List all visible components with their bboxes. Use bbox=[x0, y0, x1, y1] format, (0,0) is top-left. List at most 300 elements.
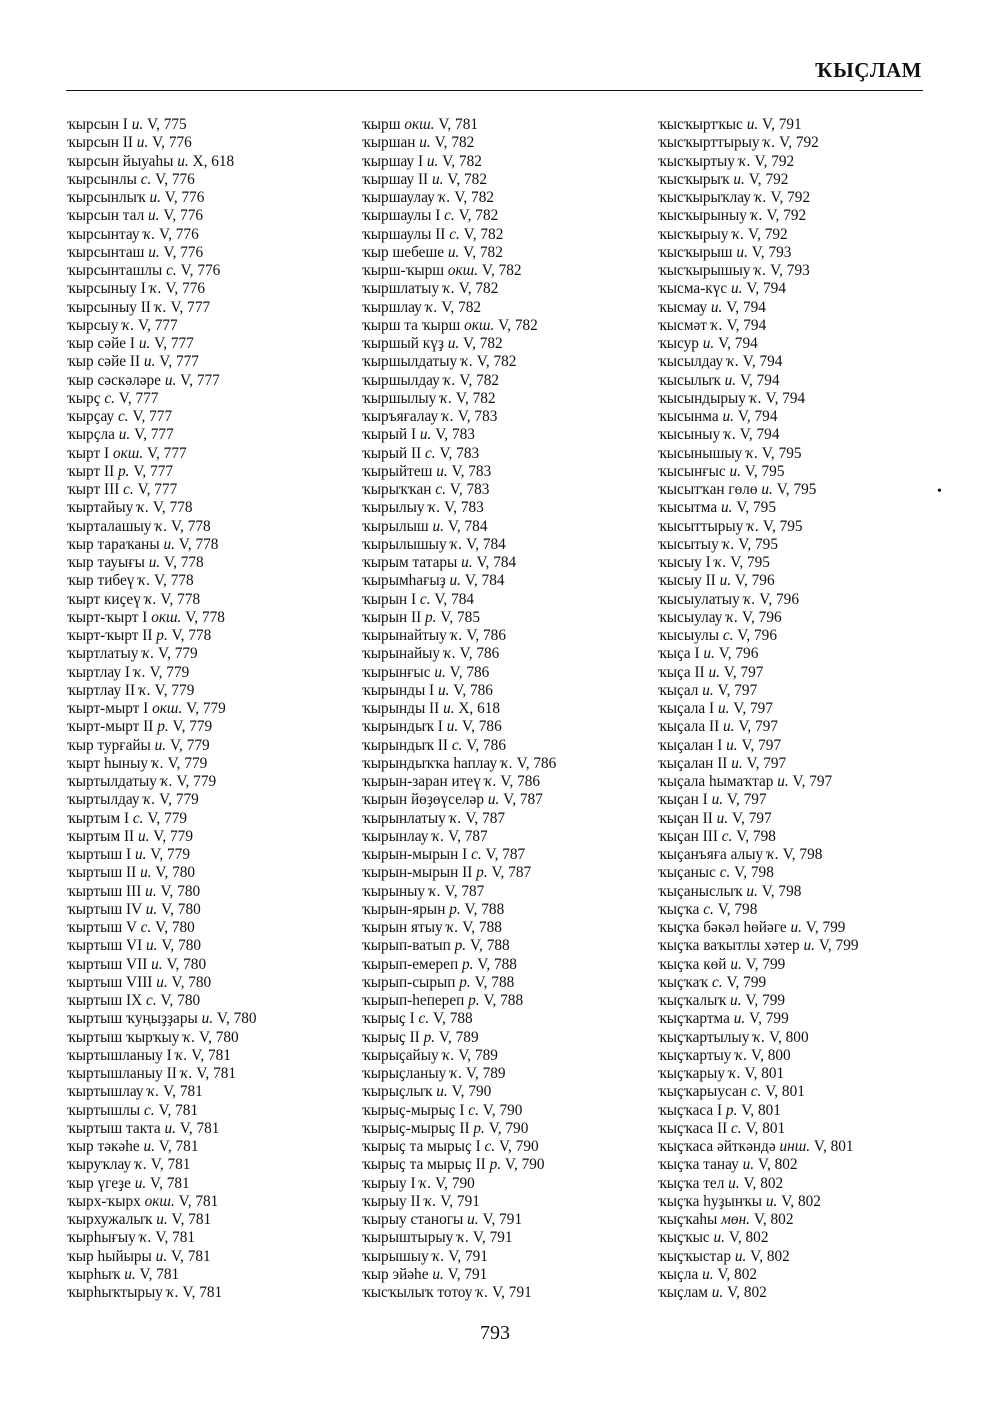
index-entry bbox=[362, 572, 556, 590]
index-entry bbox=[658, 536, 859, 554]
index-entry bbox=[67, 499, 257, 517]
entry-pos: и. bbox=[730, 955, 742, 973]
entry-headword: ҡырх-ҡырх bbox=[67, 1192, 141, 1210]
entry-headword: ҡырып-сырып bbox=[362, 973, 456, 991]
index-entry bbox=[658, 810, 859, 828]
index-entry bbox=[362, 116, 556, 134]
entry-pos: и. bbox=[711, 1284, 724, 1301]
entry-reference: V, 797 bbox=[792, 773, 833, 790]
entry-headword: ҡыртыш VIII bbox=[67, 973, 153, 991]
entry-headword: ҡыр турғайы bbox=[67, 736, 151, 754]
index-entry bbox=[67, 372, 257, 390]
index-entry bbox=[67, 992, 257, 1010]
entry-headword: ҡыршылыу bbox=[362, 389, 437, 407]
index-entry bbox=[362, 992, 556, 1010]
index-entry bbox=[362, 171, 556, 189]
entry-headword: ҡыҫҡа һуҙынҡы bbox=[658, 1192, 763, 1210]
entry-headword: ҡырсын йыуаһы bbox=[67, 152, 174, 170]
entry-reference: V, 801 bbox=[765, 1083, 805, 1101]
entry-headword: ҡысыттырыу bbox=[658, 517, 744, 535]
index-entry bbox=[658, 518, 859, 536]
entry-reference: V, 794 bbox=[739, 426, 780, 444]
index-entry bbox=[67, 1156, 257, 1174]
entry-reference: V, 790 bbox=[498, 1138, 539, 1155]
entry-reference: V, 793 bbox=[751, 243, 792, 261]
entry-reference: V, 796 bbox=[759, 590, 799, 608]
entry-reference: V, 779 bbox=[167, 754, 208, 772]
entry-headword: ҡырхужалыҡ bbox=[67, 1211, 153, 1228]
index-entry bbox=[362, 682, 556, 700]
index-entry bbox=[67, 1010, 257, 1028]
entry-headword: ҡысыулы bbox=[658, 627, 720, 644]
entry-reference: V, 789 bbox=[458, 1046, 498, 1064]
entry-reference: V, 782 bbox=[434, 134, 475, 152]
entry-pos: с. bbox=[721, 827, 733, 845]
index-entry bbox=[362, 937, 556, 955]
entry-headword: ҡыръяғалау bbox=[362, 408, 442, 425]
entry-pos: и. bbox=[431, 170, 444, 188]
index-entry bbox=[67, 153, 257, 171]
entry-pos: р. bbox=[118, 462, 130, 480]
entry-pos: с. bbox=[484, 1138, 496, 1155]
entry-headword: ҡырталашыу bbox=[67, 517, 152, 535]
entry-reference: V, 795 bbox=[762, 517, 803, 535]
index-entry bbox=[67, 1047, 257, 1065]
index-entry bbox=[658, 1193, 859, 1211]
entry-pos: ҡ. bbox=[138, 572, 151, 590]
index-entry bbox=[67, 207, 257, 225]
entry-reference: V, 788 bbox=[483, 992, 524, 1009]
index-entry bbox=[67, 1083, 257, 1101]
entry-headword: ҡыҫла bbox=[658, 1265, 699, 1283]
header-rule bbox=[66, 90, 923, 91]
index-entry bbox=[658, 171, 859, 189]
index-entry bbox=[362, 207, 556, 225]
entry-reference: V, 801 bbox=[745, 1119, 786, 1137]
index-entry bbox=[362, 664, 556, 682]
entry-headword: ҡырып-ватып bbox=[362, 937, 451, 955]
index-entry bbox=[67, 846, 257, 864]
running-header: ҠЫҪЛАМ bbox=[815, 58, 922, 82]
index-entry bbox=[362, 700, 556, 718]
entry-pos: и. bbox=[761, 481, 773, 498]
entry-headword: ҡыртыш VI bbox=[67, 937, 143, 955]
entry-reference: V, 780 bbox=[160, 992, 201, 1009]
entry-pos: окш. bbox=[151, 608, 182, 626]
entry-reference: V, 781 bbox=[163, 1083, 203, 1101]
entry-pos: ҡ. bbox=[746, 444, 759, 462]
entry-headword: ҡырымһағыҙ bbox=[362, 572, 446, 590]
entry-pos: ҡ. bbox=[500, 754, 513, 772]
entry-reference: V, 780 bbox=[171, 973, 212, 991]
entry-reference: V, 784 bbox=[476, 554, 517, 571]
entry-headword: ҡырын-ярын bbox=[362, 900, 446, 918]
entry-headword: ҡыҫа II bbox=[658, 663, 705, 681]
entry-pos: ҡ. bbox=[142, 645, 155, 663]
entry-pos: ҡ. bbox=[476, 1284, 489, 1301]
index-entry bbox=[658, 901, 859, 919]
entry-pos: р. bbox=[454, 937, 467, 955]
entry-headword: ҡырҫ bbox=[67, 389, 101, 407]
entry-reference: V, 775 bbox=[147, 116, 187, 133]
index-entry bbox=[362, 755, 556, 773]
index-entry bbox=[67, 463, 257, 481]
entry-reference: V, 783 bbox=[451, 462, 492, 480]
entry-headword: ҡырый I bbox=[362, 426, 417, 444]
entry-pos: ҡ. bbox=[428, 882, 441, 900]
entry-headword: ҡысыу I bbox=[658, 554, 711, 571]
index-entry bbox=[658, 700, 859, 718]
entry-headword: ҡысыулатыу bbox=[658, 590, 740, 608]
entry-reference: V, 782 bbox=[447, 170, 487, 188]
entry-headword: ҡыр шебеше bbox=[362, 243, 445, 261]
entry-headword: ҡырын ятыу bbox=[362, 919, 443, 936]
entry-headword: ҡысыу II bbox=[658, 572, 716, 590]
entry-pos: и. bbox=[138, 335, 151, 352]
entry-pos: и. bbox=[443, 700, 455, 717]
entry-reference: V, 782 bbox=[442, 152, 482, 170]
entry-headword: ҡырҫла bbox=[67, 426, 115, 444]
entry-pos: и. bbox=[730, 992, 742, 1009]
entry-reference: V, 786 bbox=[459, 645, 500, 663]
entry-pos: и. bbox=[731, 280, 743, 298]
entry-reference: V, 777 bbox=[180, 371, 220, 389]
entry-pos: ҡ. bbox=[143, 225, 156, 243]
entry-pos: и. bbox=[729, 462, 741, 480]
entry-headword: ҡыҫҡарыусан bbox=[658, 1083, 747, 1101]
index-entry bbox=[658, 956, 859, 974]
entry-headword: ҡыршаулы II bbox=[362, 225, 446, 243]
entry-headword: ҡысҡырттырыу bbox=[658, 134, 760, 152]
index-entry bbox=[658, 992, 859, 1010]
index-entry bbox=[658, 718, 859, 736]
index-entry bbox=[658, 645, 859, 663]
entry-headword: ҡырыҫланыу bbox=[362, 1065, 447, 1082]
index-entry bbox=[658, 1065, 859, 1083]
entry-headword: ҡыршылдау bbox=[362, 371, 440, 389]
entry-headword: ҡыртыш ҡуңыҙҙары bbox=[67, 1010, 198, 1028]
index-entry bbox=[658, 426, 859, 444]
entry-pos: р. bbox=[461, 955, 474, 973]
entry-reference: V, 802 bbox=[781, 1192, 821, 1210]
entry-pos: окш. bbox=[447, 262, 479, 279]
entry-pos: и. bbox=[155, 1247, 168, 1265]
entry-reference: V, 794 bbox=[726, 298, 766, 316]
entry-pos: и. bbox=[746, 116, 759, 133]
entry-reference: V, 790 bbox=[482, 1101, 523, 1119]
entry-reference: V, 781 bbox=[182, 1284, 223, 1301]
index-entry bbox=[362, 262, 556, 280]
entry-reference: V, 779 bbox=[154, 681, 195, 699]
entry-reference: V, 796 bbox=[718, 645, 759, 663]
entry-reference: V, 781 bbox=[139, 1265, 180, 1283]
entry-pos: ҡ. bbox=[133, 663, 146, 681]
index-entry bbox=[658, 919, 859, 937]
index-entry bbox=[362, 189, 556, 207]
entry-headword: ҡыҫҡартыу bbox=[658, 1046, 732, 1064]
entry-reference: V, 777 bbox=[132, 408, 173, 425]
entry-headword: ҡырыҫайыу bbox=[362, 1046, 439, 1064]
index-entry bbox=[362, 1029, 556, 1047]
index-entry bbox=[362, 1284, 556, 1302]
entry-pos: и. bbox=[151, 955, 163, 973]
entry-reference: V, 802 bbox=[750, 1247, 790, 1265]
entry-pos: и. bbox=[711, 791, 724, 809]
entry-headword: ҡыртышланыу I bbox=[67, 1046, 172, 1064]
index-entry bbox=[67, 901, 257, 919]
entry-pos: и. bbox=[432, 1265, 444, 1283]
index-entry bbox=[362, 244, 556, 262]
index-entry bbox=[362, 1248, 556, 1266]
entry-reference: V, 777 bbox=[137, 481, 178, 498]
entry-pos: р. bbox=[157, 718, 169, 736]
entry-reference: V, 780 bbox=[199, 1028, 239, 1046]
entry-reference: V, 800 bbox=[751, 1046, 791, 1064]
index-entry bbox=[67, 1266, 257, 1284]
page-number: 793 bbox=[480, 1322, 510, 1344]
entry-headword: ҡысынғыс bbox=[658, 462, 726, 480]
entry-reference: V, 798 bbox=[736, 827, 776, 845]
entry-headword: ҡысыныу bbox=[658, 426, 721, 444]
entry-headword: ҡыруҡлау bbox=[67, 1156, 132, 1174]
entry-headword: ҡыртым II bbox=[67, 827, 135, 845]
index-entry bbox=[658, 207, 859, 225]
entry-reference: V, 790 bbox=[504, 1156, 545, 1174]
entry-pos: с. bbox=[104, 389, 115, 407]
index-entry bbox=[362, 1138, 556, 1156]
entry-reference: V, 796 bbox=[737, 627, 777, 644]
index-entry bbox=[67, 645, 257, 663]
entry-pos: мөн. bbox=[721, 1211, 750, 1228]
index-entry bbox=[658, 737, 859, 755]
index-entry bbox=[362, 718, 556, 736]
entry-reference: V, 779 bbox=[186, 700, 226, 717]
entry-headword: ҡыртыш III bbox=[67, 882, 142, 900]
entry-pos: и. bbox=[434, 663, 446, 681]
entry-headword: ҡыртайыу bbox=[67, 499, 134, 517]
entry-headword: ҡыр тәкәһе bbox=[67, 1138, 140, 1155]
entry-pos: и. bbox=[201, 1010, 214, 1028]
index-entry bbox=[362, 1229, 556, 1247]
entry-reference: V, 783 bbox=[439, 444, 480, 462]
index-entry bbox=[67, 1029, 257, 1047]
entry-reference: V, 792 bbox=[770, 189, 811, 206]
entry-reference: V, 792 bbox=[766, 207, 807, 225]
entry-reference: V, 777 bbox=[170, 298, 211, 316]
index-entry bbox=[658, 846, 859, 864]
entry-pos: и. bbox=[154, 736, 167, 754]
entry-pos: ҡ. bbox=[450, 535, 463, 553]
entry-reference: V, 794 bbox=[742, 353, 783, 371]
entry-pos: ҡ. bbox=[440, 389, 453, 407]
entry-reference: V, 795 bbox=[776, 481, 817, 498]
entry-pos: и. bbox=[419, 134, 431, 152]
entry-headword: ҡысҡылыҡ тотоу bbox=[362, 1284, 473, 1301]
entry-reference: V, 779 bbox=[147, 809, 188, 827]
index-entry bbox=[362, 372, 556, 390]
entry-headword: ҡысындырыу bbox=[658, 389, 746, 407]
entry-pos: и. bbox=[716, 809, 729, 827]
entry-pos: с. bbox=[712, 973, 723, 991]
entry-pos: ҡ. bbox=[154, 298, 167, 316]
entry-pos: с. bbox=[468, 1101, 479, 1119]
entry-headword: ҡырынды II bbox=[362, 700, 440, 717]
index-entry bbox=[658, 627, 859, 645]
index-entry bbox=[362, 554, 556, 572]
index-entry bbox=[67, 554, 257, 572]
index-entry bbox=[67, 317, 257, 335]
index-entry bbox=[362, 408, 556, 426]
entry-headword: ҡырт-ҡырт II bbox=[67, 627, 153, 644]
entry-pos: ҡ. bbox=[175, 1046, 188, 1064]
entry-headword: ҡыҫҡаҡ bbox=[658, 973, 709, 991]
entry-reference: V, 788 bbox=[474, 973, 515, 991]
entry-pos: с. bbox=[731, 1119, 742, 1137]
entry-headword: ҡырым татары bbox=[362, 554, 458, 571]
entry-headword: ҡыр һыйыры bbox=[67, 1247, 152, 1265]
entry-headword: ҡыҫҡа bbox=[658, 900, 700, 918]
entry-reference: V, 781 bbox=[150, 1174, 190, 1192]
entry-pos: ҡ. bbox=[166, 1284, 179, 1301]
entry-reference: V, 793 bbox=[770, 262, 810, 279]
entry-pos: ҡ. bbox=[754, 262, 767, 279]
entry-reference: V, 776 bbox=[164, 189, 205, 206]
entry-headword: ҡыршан bbox=[362, 134, 416, 152]
entry-headword: ҡысҡырыш bbox=[658, 243, 733, 261]
entry-pos: и. bbox=[131, 116, 144, 133]
entry-headword: ҡыршлатыу bbox=[362, 280, 440, 298]
entry-headword: ҡыҫҡарыу bbox=[658, 1065, 725, 1082]
entry-pos: ҡ. bbox=[424, 1192, 437, 1210]
index-entry bbox=[658, 244, 859, 262]
entry-pos: ҡ. bbox=[738, 152, 751, 170]
entry-reference: V, 776 bbox=[163, 207, 204, 225]
index-entry bbox=[67, 1248, 257, 1266]
entry-reference: V, 783 bbox=[444, 499, 484, 517]
entry-reference: V, 789 bbox=[438, 1028, 479, 1046]
entry-headword: ҡыртышлау bbox=[67, 1083, 144, 1101]
entry-headword: ҡырсынлыҡ bbox=[67, 189, 146, 206]
entry-headword: ҡырһығыу bbox=[67, 1229, 136, 1247]
index-entry bbox=[67, 226, 257, 244]
entry-pos: и. bbox=[140, 864, 152, 882]
entry-headword: ҡыҫалан II bbox=[658, 754, 728, 772]
entry-pos: ҡ. bbox=[135, 1156, 147, 1174]
entry-pos: и. bbox=[164, 371, 177, 389]
entry-headword: ҡырыҡҡан bbox=[362, 481, 432, 498]
entry-reference: V, 781 bbox=[179, 1119, 220, 1137]
entry-headword: ҡыҫҡа бәкәл һөйәге bbox=[658, 919, 787, 936]
entry-pos: ҡ. bbox=[147, 1083, 160, 1101]
index-entry bbox=[658, 609, 859, 627]
entry-pos: ҡ. bbox=[735, 1046, 748, 1064]
entry-headword: ҡырын-мырын I bbox=[362, 846, 468, 863]
entry-pos: окш. bbox=[404, 116, 435, 133]
entry-pos: и. bbox=[432, 517, 444, 535]
index-entry bbox=[67, 810, 257, 828]
entry-reference: V, 782 bbox=[463, 335, 503, 352]
index-entry bbox=[362, 737, 556, 755]
index-entry bbox=[67, 1175, 257, 1193]
entry-reference: V, 797 bbox=[746, 754, 787, 772]
entry-pos: ҡ. bbox=[428, 499, 441, 517]
entry-reference: V, 779 bbox=[172, 718, 213, 736]
entry-headword: ҡырсын II bbox=[67, 134, 133, 152]
entry-headword: ҡырын-заран итеү bbox=[362, 773, 481, 790]
entry-headword: ҡырт III bbox=[67, 481, 120, 498]
entry-reference: V, 781 bbox=[196, 1065, 237, 1082]
entry-reference: V, 776 bbox=[165, 280, 206, 298]
entry-pos: с. bbox=[425, 444, 436, 462]
entry-reference: V, 778 bbox=[171, 627, 212, 644]
entry-reference: V, 785 bbox=[440, 608, 480, 626]
entry-pos: и. bbox=[746, 882, 758, 900]
entry-pos: и. bbox=[728, 1174, 740, 1192]
index-entry bbox=[658, 463, 859, 481]
entry-headword: ҡырын II bbox=[362, 608, 422, 626]
entry-pos: окш. bbox=[144, 1192, 175, 1210]
entry-headword: ҡыҫалан I bbox=[658, 736, 723, 754]
index-entry bbox=[362, 591, 556, 609]
index-entry bbox=[658, 1047, 859, 1065]
index-entry bbox=[658, 664, 859, 682]
index-entry bbox=[362, 1211, 556, 1229]
index-entry bbox=[362, 134, 556, 152]
entry-headword: ҡыршау I bbox=[362, 152, 424, 170]
entry-headword: ҡырылыу bbox=[362, 499, 425, 517]
entry-reference: V, 790 bbox=[451, 1083, 492, 1101]
entry-headword: ҡыҫҡа танау bbox=[658, 1156, 739, 1174]
entry-pos: и. bbox=[708, 663, 720, 681]
entry-reference: V, 780 bbox=[155, 864, 196, 882]
entry-pos: с. bbox=[117, 408, 129, 425]
index-entry bbox=[67, 262, 257, 280]
entry-headword: ҡыр тараҡаны bbox=[67, 535, 160, 553]
entry-headword: ҡырыштырыу bbox=[362, 1229, 454, 1247]
stray-mark: • bbox=[937, 484, 942, 499]
entry-reference: V, 798 bbox=[761, 882, 802, 900]
entry-pos: и. bbox=[177, 152, 189, 170]
entry-reference: V, 797 bbox=[738, 718, 779, 736]
entry-pos: и. bbox=[136, 134, 149, 152]
entry-pos: ҡ. bbox=[747, 517, 760, 535]
index-entry bbox=[362, 1156, 556, 1174]
entry-reference: V, 799 bbox=[745, 955, 786, 973]
entry-reference: V, 782 bbox=[458, 207, 499, 225]
entry-pos: и. bbox=[721, 499, 733, 517]
entry-headword: ҡыҫҡаса II bbox=[658, 1119, 728, 1137]
index-entry bbox=[658, 317, 859, 335]
entry-pos: с. bbox=[451, 736, 463, 754]
entry-headword: ҡысытма bbox=[658, 499, 718, 517]
index-entry bbox=[67, 664, 257, 682]
entry-headword: ҡыҫлам bbox=[658, 1284, 708, 1301]
entry-pos: и. bbox=[134, 846, 147, 863]
entry-headword: ҡыҫҡыс bbox=[658, 1229, 710, 1247]
entry-reference: V, 787 bbox=[491, 864, 532, 882]
entry-reference: V, 797 bbox=[731, 809, 772, 827]
index-entry bbox=[658, 1138, 859, 1156]
entry-pos: и. bbox=[148, 243, 160, 261]
entry-headword: ҡыртышлы bbox=[67, 1101, 141, 1119]
index-entry bbox=[658, 828, 859, 846]
entry-pos: ҡ. bbox=[450, 627, 463, 644]
entry-reference: V, 796 bbox=[741, 608, 782, 626]
entry-reference: V, 784 bbox=[466, 535, 506, 553]
entry-headword: ҡырт II bbox=[67, 462, 115, 480]
entry-headword: ҡырын йөҙөүселәр bbox=[362, 791, 484, 809]
index-entry bbox=[658, 1102, 859, 1120]
